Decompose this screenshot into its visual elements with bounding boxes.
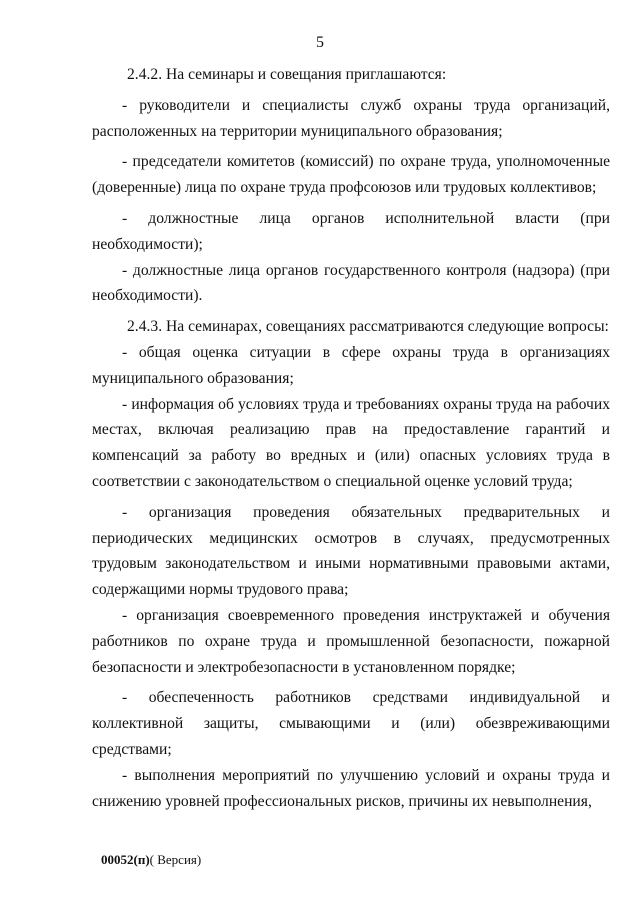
list-item: - руководители и специалисты служб охраны труда организаций, расположенных на территории муниципального образования; [92, 96, 610, 140]
list-item: - информация об условиях труда и требованиях охраны труда на рабочих местах, включая реализацию прав на предоставление гарантий и компенсаций за работу во вредных и (или) опасных условиях труда в соответствии с законодательством о специальной оценке условий труда; [92, 395, 610, 490]
list-item: - организация проведения обязательных предварительных и периодических медицинских осмотров в случаях, предусмотренных трудовым законодательством и иными нормативными правовыми актами, содержащими нормы трудового права; [92, 503, 610, 599]
document-code: 00052(п) [101, 852, 150, 867]
section-heading-2-4-2: 2.4.2. На семинары и совещания приглашаются: [127, 66, 447, 83]
section-heading-2-4-3: 2.4.3. На семинарах, совещаниях рассматриваются следующие вопросы: [127, 318, 609, 336]
document-version: ( Версия) [149, 852, 202, 867]
list-item: - общая оценка ситуации в сфере охраны труда в организациях муниципального образования; [92, 343, 610, 387]
page-number: 5 [316, 34, 324, 51]
document-footer [101, 852, 201, 868]
list-item: - должностные лица органов государственного контроля (надзора) (при необходимости). [92, 261, 610, 305]
document-body [92, 62, 610, 814]
list-item: - председатели комитетов (комиссий) по охране труда, уполномоченные (доверенные) лица по охране труда профсоюзов или трудовых коллективов; [92, 153, 610, 197]
list-item: - обеспеченность работников средствами индивидуальной и коллективной защиты, смывающими и (или) обезвреживающими средствами; [92, 689, 610, 758]
list-item: - выполнения мероприятий по улучшению условий и охраны труда и снижению уровней профессиональных рисков, причины их невыполнения, [92, 766, 610, 810]
list-item: - должностные лица органов исполнительной власти (при необходимости); [92, 209, 610, 253]
list-item: - организация своевременного проведения инструктажей и обучения работников по охране труда и промышленной безопасности, пожарной безопасности и электробезопасности в установленном порядке; [92, 606, 610, 676]
